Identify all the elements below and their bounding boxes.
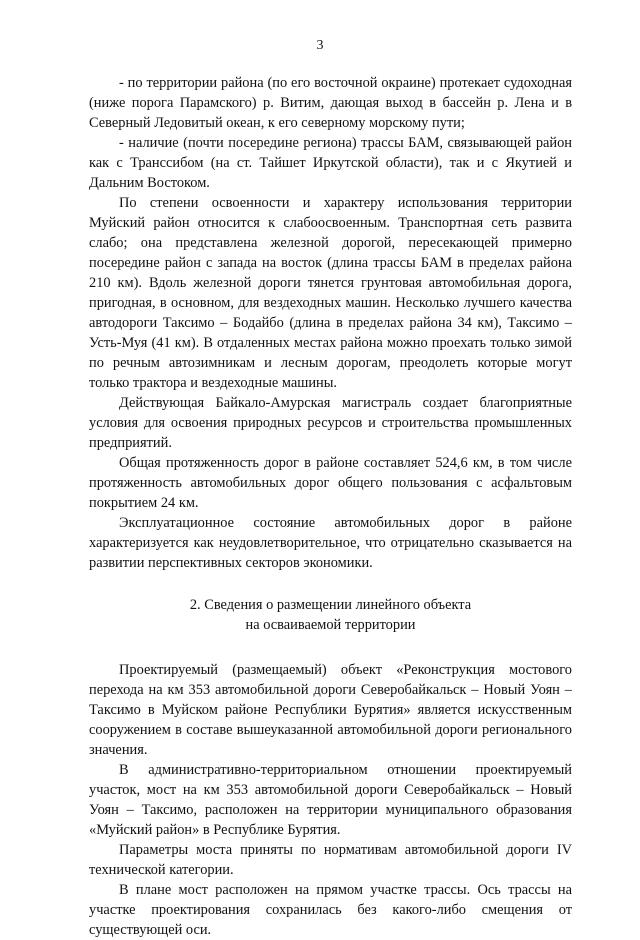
paragraph-bridge-plan: В плане мост расположен на прямом участке трассы. Ось трассы на участке проектирования сохранилась без какого-либо смещения от существующей оси.: [89, 882, 572, 938]
paragraph-road-length: Общая протяженность дорог в районе составляет 524,6 км, в том числе протяженность автомобильных дорог общего пользования с асфальтовым покрытием 24 км.: [89, 455, 572, 511]
paragraph-river-vitim: - по территории района (по его восточной окраине) протекает судоходная (ниже порога Парамского) р. Витим, дающая выход в бассейн р. Лена и в Северный Ледовитый океан, к его северному морскому пути;: [89, 75, 572, 131]
paragraph-road-condition: Эксплуатационное состояние автомобильных дорог в районе характеризуется как неудовлетворительное, что отрицательно сказывается на развитии перспективных секторов экономики.: [89, 515, 572, 571]
section-heading-line-1: 2. Сведения о размещении линейного объекта: [189, 597, 472, 613]
page-number: 3: [316, 38, 324, 53]
body-text: [89, 73, 572, 940]
paragraph-bam-route: - наличие (почти посередине региона) трассы БАМ, связывающей район как с Транссибом (на ст. Тайшет Иркутской области), так и с Якутией и Дальним Востоком.: [89, 135, 572, 191]
paragraph-designed-object: Проектируемый (размещаемый) объект «Реконструкция мостового перехода на км 353 автомобильной дороги Северобайкальск – Новый Уоян – Таксимо в Муйском районе Республики Бурятия» является искусственным сооружением в составе вышеуказанной автомобильной дороги регионального значения.: [89, 662, 572, 758]
section-heading: [89, 595, 572, 635]
paragraph-administrative-location: В административно-территориальном отношении проектируемый участок, мост на км 353 автомобильной дороги Северобайкальск – Новый Уоян – Таксимо, расположен на территории муниципального образования «Муйский район» в Республике Бурятия.: [89, 762, 572, 838]
paragraph-bridge-parameters: Параметры моста приняты по нормативам автомобильной дороги IV технической категории.: [89, 842, 572, 878]
paragraph-transport-network: По степени освоенности и характеру использования территории Муйский район относится к слабоосвоенным. Транспортная сеть развита слабо; она представлена железной дорогой, пересекающей примерно посередине район с запада на восток (длина трассы БАМ в пределах района 210 км). Вдоль железной дороги тянется грунтовая автомобильная дорога, пригодная, в основном, для вездеходных машин. Несколько лучшего качества автодороги Таксимо – Бодайбо (длина в пределах района 34 км), Таксимо – Усть-Муя (41 км). В отдаленных местах района можно проехать только зимой по речным автозимникам и лесным дорогам, преодолеть которые могут только трактора и вездеходные машины.: [89, 195, 572, 391]
section-heading-line-2: на осваиваемой территории: [245, 617, 416, 633]
paragraph-baikal-amur-mainline: Действующая Байкало-Амурская магистраль создает благоприятные условия для освоения природных ресурсов и строительства промышленных предприятий.: [89, 395, 572, 451]
